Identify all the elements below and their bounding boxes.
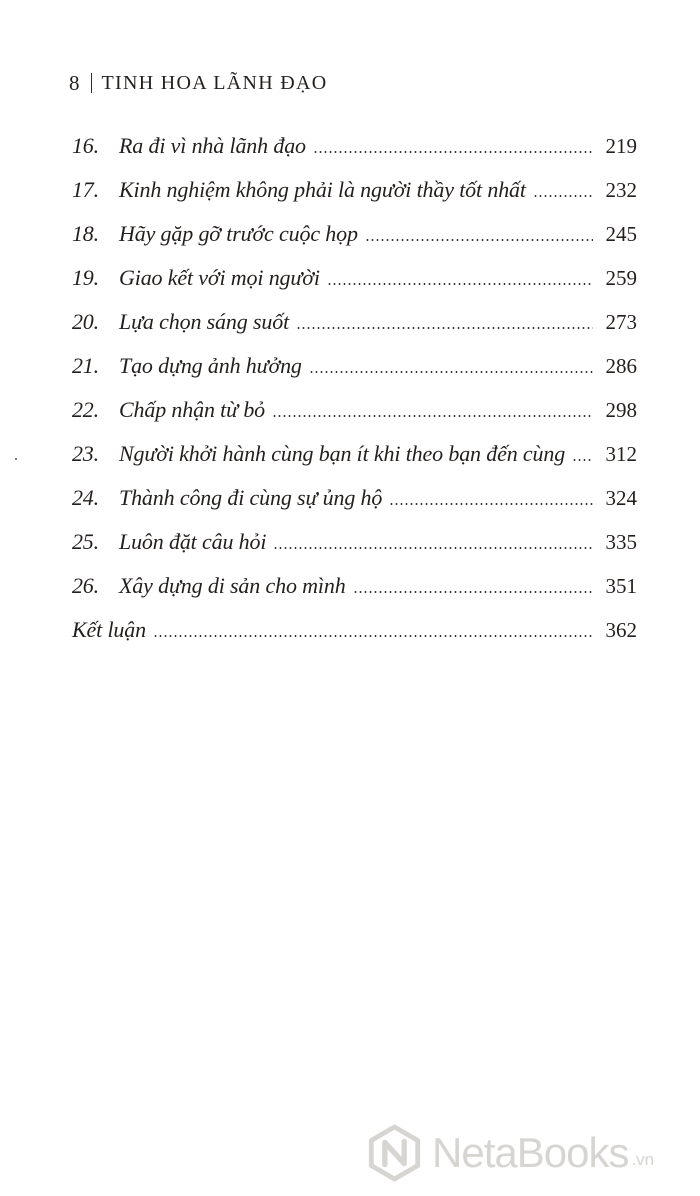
chapter-page: 335 — [605, 529, 637, 554]
chapter-page: 362 — [605, 617, 637, 642]
chapter-number: 16. — [72, 133, 99, 158]
chapter-title: Chấp nhận từ bỏ — [119, 397, 266, 422]
chapter-title: Thành công đi cùng sự ủng hộ — [119, 485, 383, 510]
chapter-title: Luôn đặt câu hỏi — [119, 529, 267, 554]
header-separator — [91, 73, 92, 93]
toc-entry — [72, 212, 637, 256]
dot-leader — [313, 151, 593, 153]
toc-entry — [72, 168, 637, 212]
chapter-title: Người khởi hành cùng bạn ít khi theo bạn đến cùng — [119, 441, 566, 466]
chapter-number: 24. — [72, 485, 99, 510]
dot-leader — [272, 415, 593, 417]
toc-entry — [72, 256, 637, 300]
page-header — [69, 66, 327, 100]
dot-leader — [309, 371, 593, 373]
chapter-number: 19. — [72, 265, 99, 290]
netabooks-logo-icon — [367, 1124, 422, 1182]
chapter-page: 219 — [605, 133, 637, 158]
dot-leader — [365, 239, 593, 241]
toc-entry-conclusion — [72, 608, 637, 652]
chapter-page: 232 — [605, 177, 637, 202]
chapter-title: Giao kết với mọi người — [119, 265, 320, 290]
chapter-page: 298 — [605, 397, 637, 422]
toc-entry — [72, 564, 637, 608]
chapter-title: Kinh nghiệm không phải là người thầy tốt nhất — [119, 177, 526, 202]
dot-leader — [296, 327, 593, 329]
chapter-page: 324 — [605, 485, 637, 510]
toc-entry — [72, 388, 637, 432]
chapter-title: Lựa chọn sáng suốt — [119, 309, 290, 334]
chapter-number: 22. — [72, 397, 99, 422]
watermark-brand-name: NetaBooks — [432, 1129, 629, 1176]
ink-speck — [15, 458, 17, 460]
chapter-title: Hãy gặp gỡ trước cuộc họp — [119, 221, 358, 246]
table-of-contents — [72, 124, 637, 652]
chapter-page: 286 — [605, 353, 637, 378]
chapter-title: Ra đi vì nhà lãnh đạo — [119, 133, 306, 158]
dot-leader — [533, 195, 593, 197]
chapter-page: 351 — [605, 573, 637, 598]
toc-entry — [72, 520, 637, 564]
chapter-number: 26. — [72, 573, 99, 598]
chapter-number: 23. — [72, 441, 99, 466]
toc-entry — [72, 124, 637, 168]
chapter-number: 18. — [72, 221, 99, 246]
dot-leader — [327, 283, 593, 285]
dot-leader — [273, 547, 593, 549]
chapter-page: 273 — [605, 309, 637, 334]
chapter-title: Tạo dựng ảnh hưởng — [119, 353, 302, 378]
chapter-page: 259 — [605, 265, 637, 290]
netabooks-watermark — [367, 1121, 693, 1185]
chapter-number: 25. — [72, 529, 99, 554]
watermark-domain: .vn — [631, 1150, 655, 1169]
toc-entry — [72, 476, 637, 520]
toc-entry — [72, 300, 637, 344]
chapter-page: 245 — [605, 221, 637, 246]
dot-leader — [153, 635, 593, 637]
toc-entry — [72, 344, 637, 388]
chapter-number: 17. — [72, 177, 99, 202]
toc-entry — [72, 432, 637, 476]
book-title: TINH HOA LÃNH ĐẠO — [101, 71, 328, 94]
dot-leader — [389, 503, 593, 505]
chapter-page: 312 — [605, 441, 637, 466]
dot-leader — [353, 591, 593, 593]
chapter-number: 20. — [72, 309, 99, 334]
chapter-title: Kết luận — [72, 617, 146, 642]
chapter-title: Xây dựng di sản cho mình — [119, 573, 346, 598]
dot-leader — [572, 459, 593, 461]
page-number: 8 — [69, 70, 80, 95]
chapter-number: 21. — [72, 353, 99, 378]
